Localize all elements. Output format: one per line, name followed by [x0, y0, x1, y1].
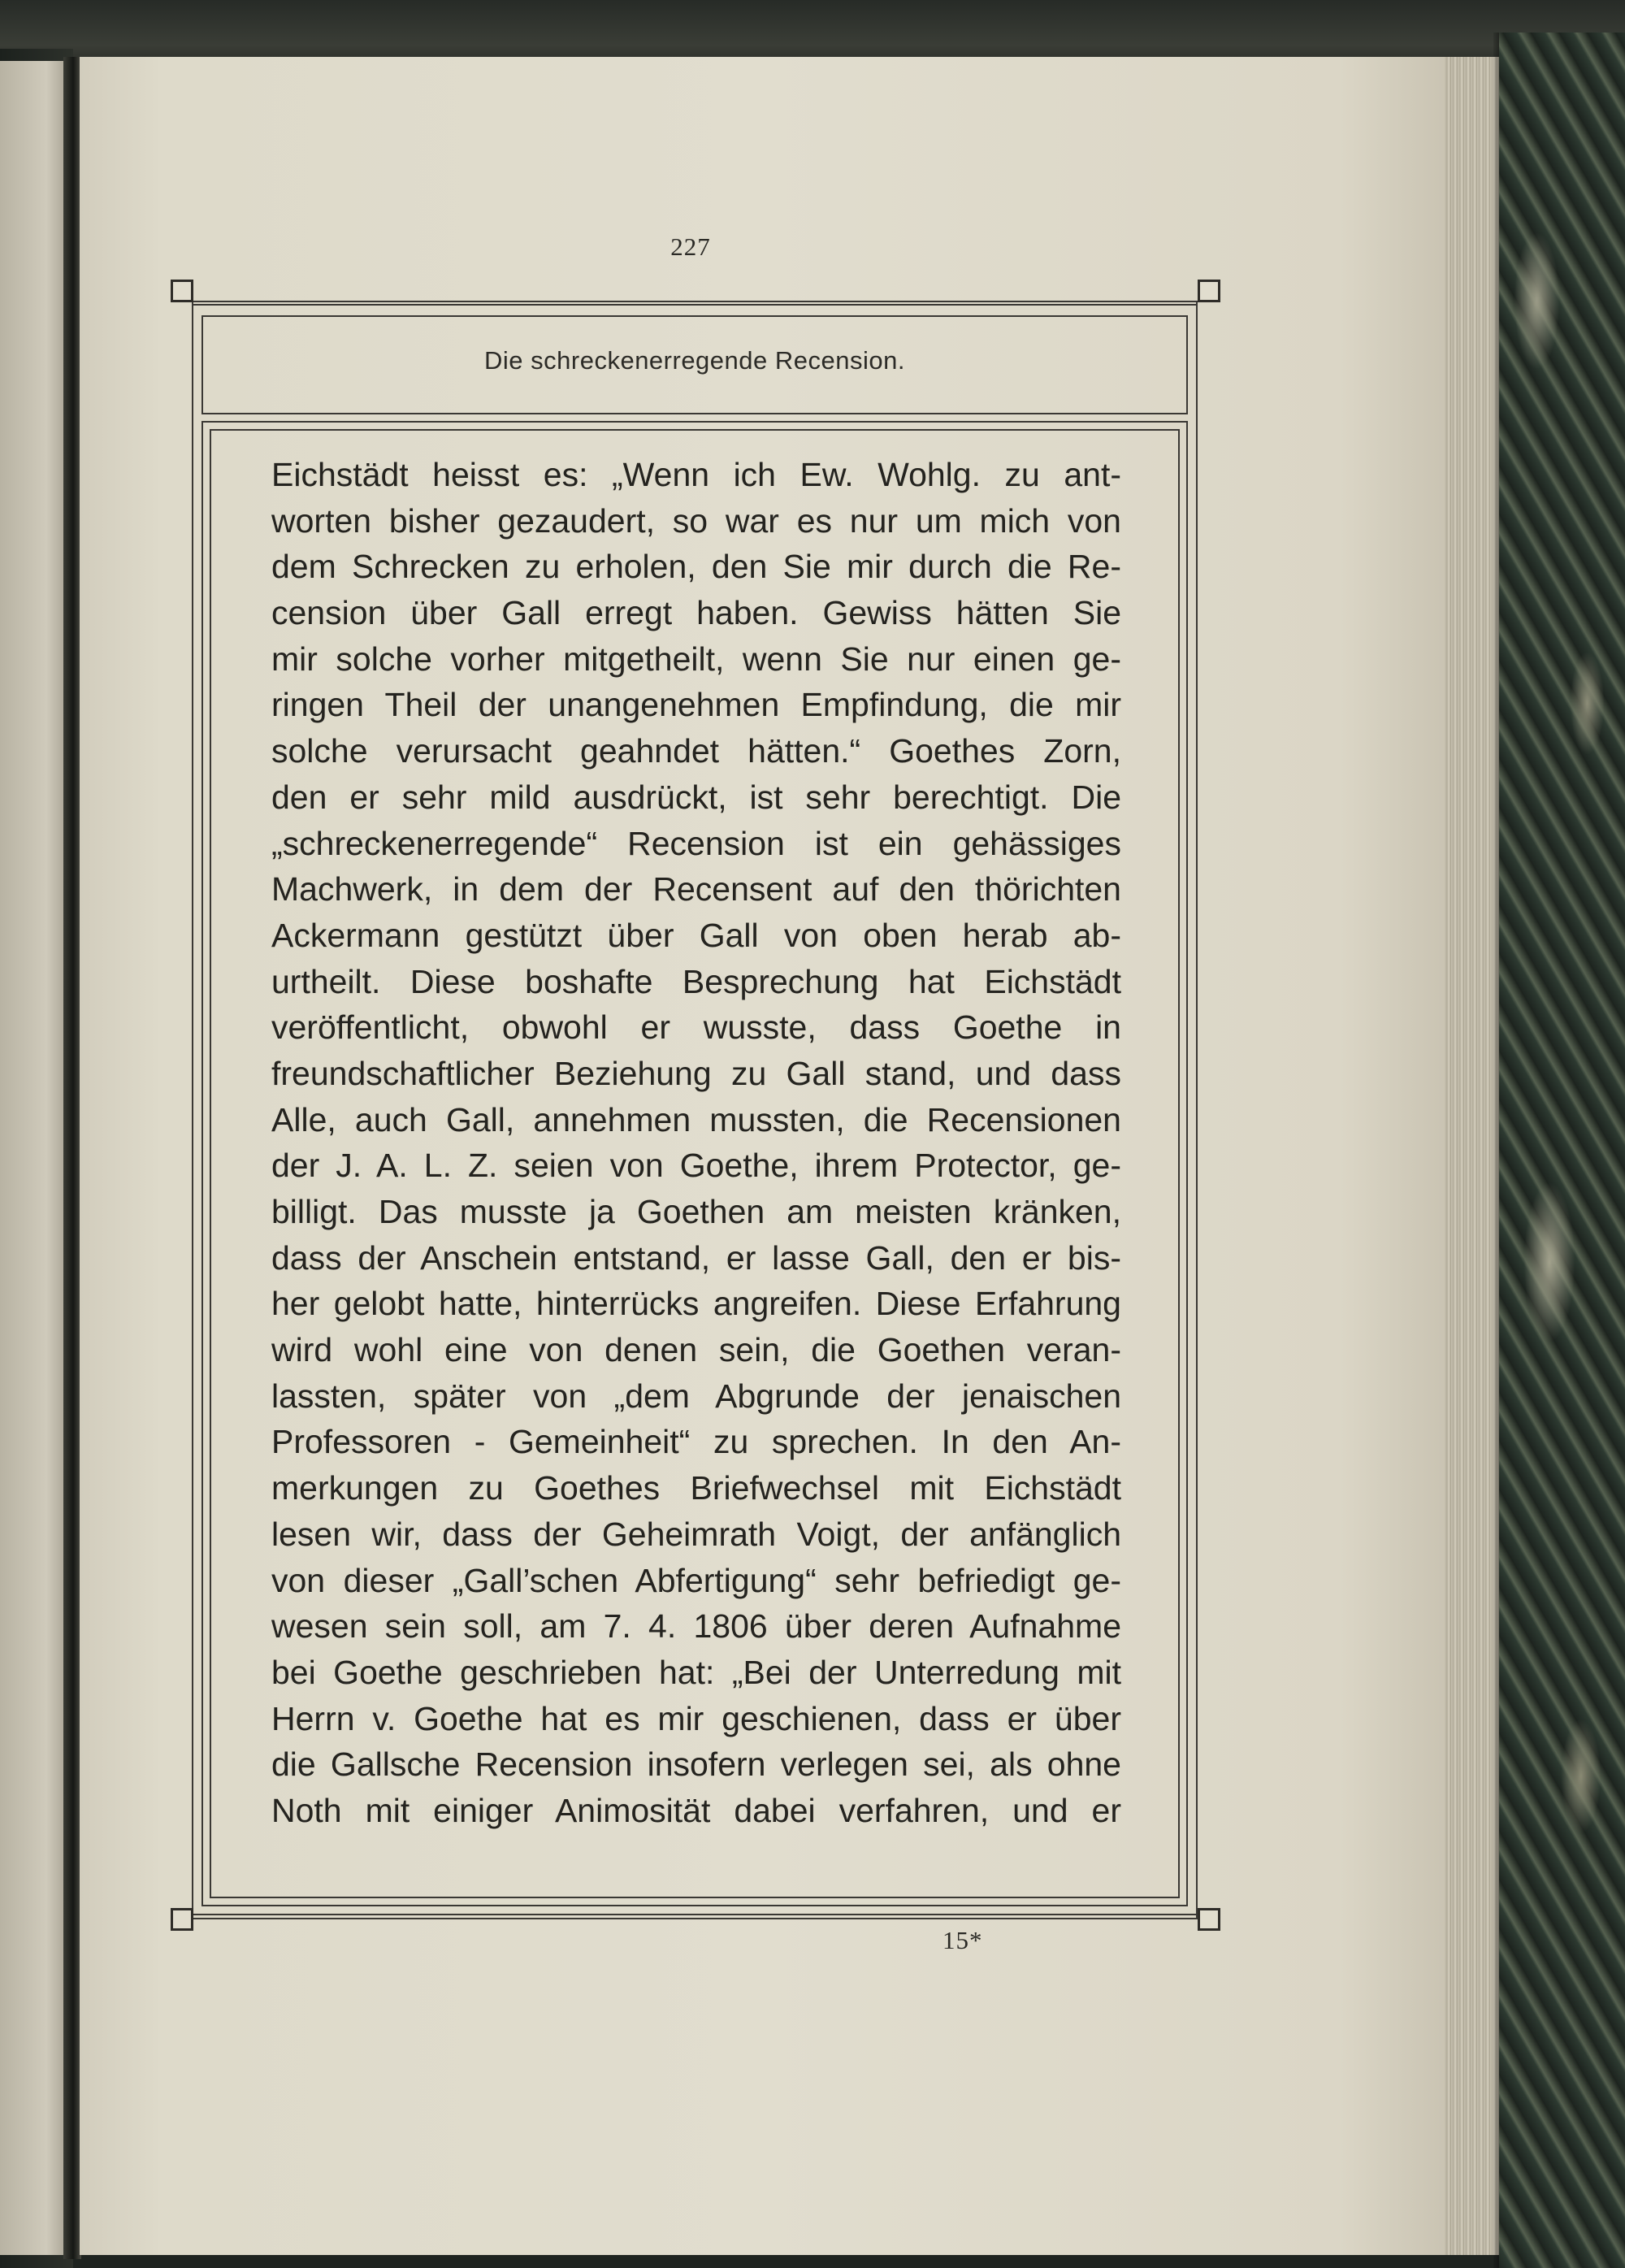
text-line: Machwerk, in dem der Recensent auf den thörichten — [271, 870, 1121, 909]
book-cover-top — [0, 0, 1625, 65]
book-gutter — [63, 57, 81, 2259]
text-line: dem Schrecken zu erholen, den Sie mir durch die Re- — [271, 548, 1121, 586]
frame-top-rule — [192, 304, 1198, 306]
frame-bottom-rule — [192, 1914, 1198, 1915]
text-line: den er sehr mild ausdrückt, ist sehr berechtigt. Die — [271, 778, 1121, 816]
frame-corner-bottom-right — [1198, 1908, 1220, 1931]
page-number: 227 — [670, 232, 711, 261]
text-line: Professoren - Gemeinheit“ zu sprechen. In den An- — [271, 1423, 1121, 1461]
text-line: freundschaftlicher Beziehung zu Gall stand, und dass — [271, 1054, 1121, 1092]
running-head: Die schreckenerregende Recension. — [484, 346, 905, 375]
signature-mark: 15* — [942, 1926, 983, 1954]
frame-corner-top-right — [1198, 280, 1220, 302]
text-line: ringen Theil der unangenehmen Empfindung, die mir — [271, 686, 1121, 724]
text-line: wesen sein soll, am 7. 4. 1806 über deren Aufnahme — [271, 1607, 1121, 1646]
text-line: von dieser „Gall’schen Abfertigung“ sehr befriedigt ge- — [271, 1561, 1121, 1599]
body-text — [271, 452, 1121, 1834]
text-line: merkungen zu Goethes Briefwechsel mit Eichstädt — [271, 1469, 1121, 1507]
text-line: urtheilt. Diese boshafte Besprechung hat Eichstädt — [271, 962, 1121, 1000]
text-line: billigt. Das musste ja Goethen am meisten kränken, — [271, 1193, 1121, 1230]
text-line: bei Goethe geschrieben hat: „Bei der Unterredung mit — [271, 1653, 1121, 1691]
text-line: dass der Anschein entstand, er lasse Gall, den er bis- — [271, 1238, 1121, 1277]
text-line: cension über Gall erregt haben. Gewiss hätten Sie — [271, 594, 1121, 632]
text-line: wird wohl eine von denen sein, die Goethen veran- — [271, 1331, 1121, 1369]
text-line: veröffentlicht, obwohl er wusste, dass Goethe in — [271, 1008, 1121, 1047]
text-line: lesen wir, dass der Geheimrath Voigt, der anfänglich — [271, 1515, 1121, 1553]
text-line: der J. A. L. Z. seien von Goethe, ihrem Protector, ge- — [271, 1147, 1121, 1185]
text-line: her gelobt hatte, hinterrücks angreifen. Diese Erfahrung — [271, 1285, 1121, 1323]
text-line: mir solche vorher mitgetheilt, wenn Sie nur einen ge- — [271, 640, 1121, 678]
frame-corner-top-left — [171, 280, 193, 302]
text-line: die Gallsche Recension insofern verlegen sei, als ohne — [271, 1745, 1121, 1784]
text-line: solche verursacht geahndet hätten.“ Goethes Zorn, — [271, 732, 1121, 770]
frame-corner-bottom-left — [171, 1908, 193, 1931]
text-line: lassten, später von „dem Abgrunde der jenaischen — [271, 1377, 1121, 1415]
text-line: Noth mit einiger Animosität dabei verfahren, und er — [271, 1791, 1121, 1829]
text-line: Herrn v. Goethe hat es mir geschienen, dass er über — [271, 1699, 1121, 1737]
text-line: Alle, auch Gall, annehmen mussten, die Recensionen — [271, 1100, 1121, 1138]
text-line: worten bisher gezaudert, so war es nur um mich von — [271, 501, 1121, 540]
text-line: Ackermann gestützt über Gall von oben herab ab- — [271, 916, 1121, 954]
facing-page-edge — [0, 61, 67, 2255]
text-line: „schreckenerregende“ Recension ist ein gehässiges — [271, 824, 1121, 862]
text-line: Eichstädt heisst es: „Wenn ich Ew. Wohlg. zu ant- — [271, 456, 1121, 493]
marbled-endpaper — [1499, 33, 1625, 2268]
